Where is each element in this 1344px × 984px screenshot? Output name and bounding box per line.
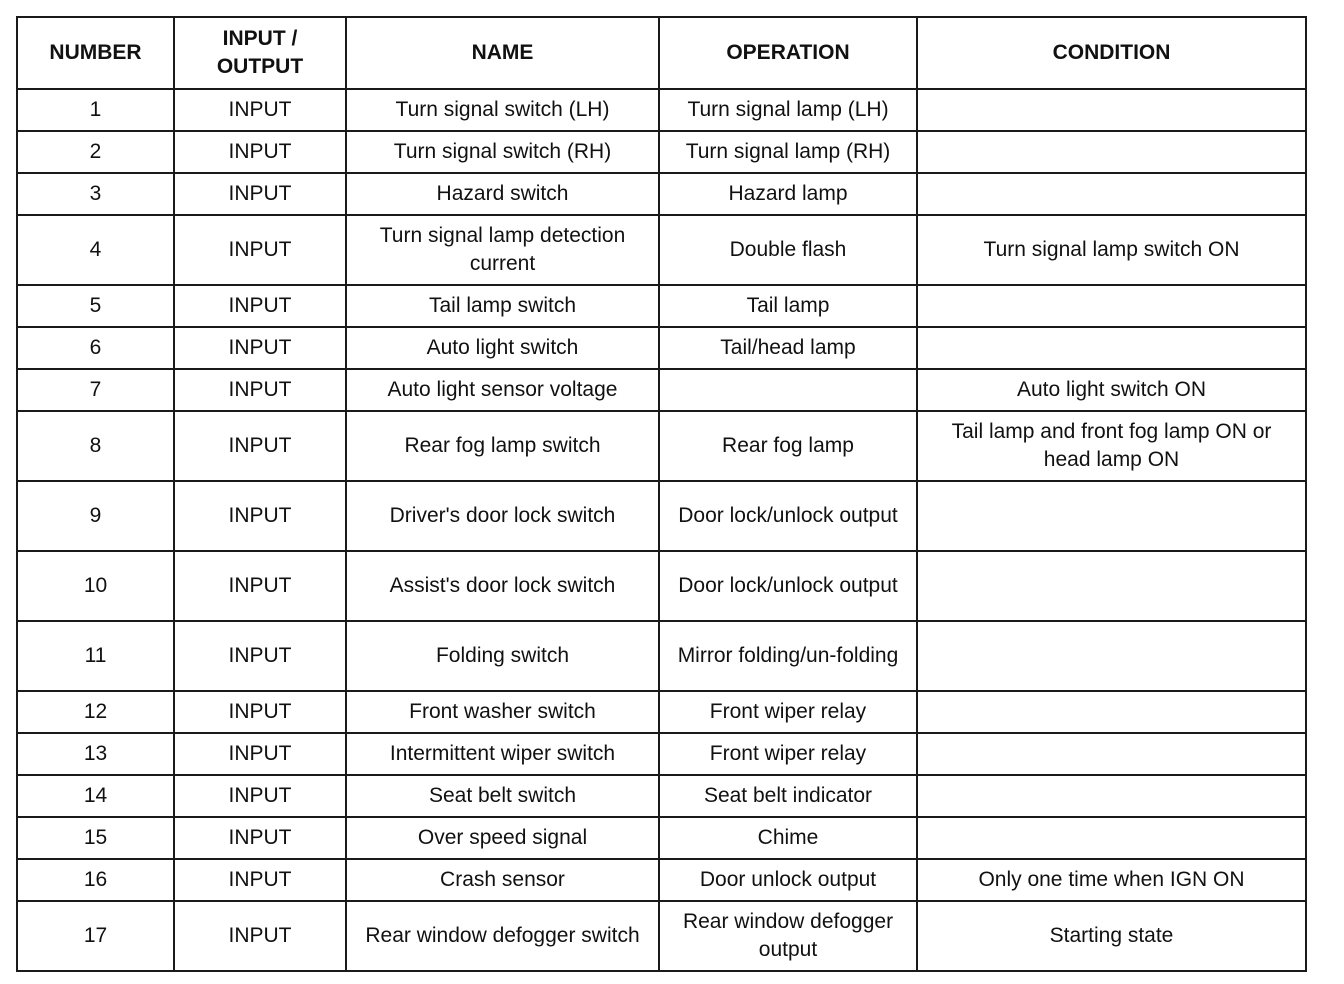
table-row xyxy=(17,89,1306,131)
cell-io: INPUT xyxy=(174,89,346,131)
cell-operation: Door lock/unlock output xyxy=(659,551,917,621)
cell-name: Turn signal lamp detection current xyxy=(346,215,659,285)
header-input-output xyxy=(174,17,346,89)
cell-number: 8 xyxy=(17,411,174,481)
table-row xyxy=(17,859,1306,901)
cell-number: 9 xyxy=(17,481,174,551)
cell-io: INPUT xyxy=(174,327,346,369)
cell-operation: Front wiper relay xyxy=(659,733,917,775)
cell-condition: Starting state xyxy=(917,901,1306,971)
cell-io: INPUT xyxy=(174,551,346,621)
cell-operation: Seat belt indicator xyxy=(659,775,917,817)
cell-io: INPUT xyxy=(174,481,346,551)
cell-io: INPUT xyxy=(174,775,346,817)
cell-condition xyxy=(917,733,1306,775)
cell-condition xyxy=(917,285,1306,327)
table-row xyxy=(17,621,1306,691)
header-name: NAME xyxy=(346,17,659,89)
cell-condition xyxy=(917,131,1306,173)
cell-name: Hazard switch xyxy=(346,173,659,215)
cell-number: 7 xyxy=(17,369,174,411)
cell-name: Driver's door lock switch xyxy=(346,481,659,551)
cell-operation: Double flash xyxy=(659,215,917,285)
cell-number: 5 xyxy=(17,285,174,327)
cell-io: INPUT xyxy=(174,285,346,327)
cell-condition xyxy=(917,817,1306,859)
cell-name: Front washer switch xyxy=(346,691,659,733)
cell-name: Assist's door lock switch xyxy=(346,551,659,621)
table-row xyxy=(17,369,1306,411)
cell-operation: Rear fog lamp xyxy=(659,411,917,481)
cell-operation: Door lock/unlock output xyxy=(659,481,917,551)
cell-io: INPUT xyxy=(174,131,346,173)
cell-name: Folding switch xyxy=(346,621,659,691)
cell-number: 2 xyxy=(17,131,174,173)
cell-condition xyxy=(917,775,1306,817)
cell-number: 11 xyxy=(17,621,174,691)
cell-io: INPUT xyxy=(174,817,346,859)
cell-number: 1 xyxy=(17,89,174,131)
cell-operation: Hazard lamp xyxy=(659,173,917,215)
table-row xyxy=(17,817,1306,859)
cell-io: INPUT xyxy=(174,691,346,733)
cell-condition: Auto light switch ON xyxy=(917,369,1306,411)
cell-number: 10 xyxy=(17,551,174,621)
cell-operation xyxy=(659,369,917,411)
cell-condition: Tail lamp and front fog lamp ON or head lamp ON xyxy=(917,411,1306,481)
cell-name: Tail lamp switch xyxy=(346,285,659,327)
cell-number: 13 xyxy=(17,733,174,775)
header-io-line1: INPUT / xyxy=(222,27,298,50)
cell-condition xyxy=(917,621,1306,691)
header-io-line2: OUTPUT xyxy=(216,55,304,78)
cell-io: INPUT xyxy=(174,411,346,481)
cell-io: INPUT xyxy=(174,369,346,411)
table-row xyxy=(17,215,1306,285)
cell-number: 17 xyxy=(17,901,174,971)
cell-operation: Chime xyxy=(659,817,917,859)
table-row xyxy=(17,131,1306,173)
cell-name: Intermittent wiper switch xyxy=(346,733,659,775)
cell-operation: Mirror folding/un-folding xyxy=(659,621,917,691)
cell-io: INPUT xyxy=(174,859,346,901)
cell-operation: Turn signal lamp (RH) xyxy=(659,131,917,173)
cell-operation: Tail lamp xyxy=(659,285,917,327)
cell-operation: Turn signal lamp (LH) xyxy=(659,89,917,131)
cell-condition xyxy=(917,327,1306,369)
cell-condition: Only one time when IGN ON xyxy=(917,859,1306,901)
cell-io: INPUT xyxy=(174,901,346,971)
cell-io: INPUT xyxy=(174,621,346,691)
cell-number: 4 xyxy=(17,215,174,285)
table-row xyxy=(17,691,1306,733)
cell-number: 3 xyxy=(17,173,174,215)
cell-name: Auto light switch xyxy=(346,327,659,369)
table-row xyxy=(17,775,1306,817)
header-number: NUMBER xyxy=(17,17,174,89)
cell-operation: Door unlock output xyxy=(659,859,917,901)
table-row xyxy=(17,551,1306,621)
cell-condition xyxy=(917,551,1306,621)
header-operation: OPERATION xyxy=(659,17,917,89)
cell-operation: Rear window defogger output xyxy=(659,901,917,971)
cell-name: Crash sensor xyxy=(346,859,659,901)
table-row xyxy=(17,285,1306,327)
cell-io: INPUT xyxy=(174,215,346,285)
cell-number: 16 xyxy=(17,859,174,901)
cell-io: INPUT xyxy=(174,733,346,775)
cell-operation: Front wiper relay xyxy=(659,691,917,733)
input-output-table xyxy=(16,16,1307,972)
cell-condition xyxy=(917,691,1306,733)
cell-condition xyxy=(917,481,1306,551)
table-row xyxy=(17,733,1306,775)
cell-name: Turn signal switch (LH) xyxy=(346,89,659,131)
header-condition: CONDITION xyxy=(917,17,1306,89)
cell-name: Rear fog lamp switch xyxy=(346,411,659,481)
cell-io: INPUT xyxy=(174,173,346,215)
table-row xyxy=(17,411,1306,481)
table-row xyxy=(17,901,1306,971)
table-row xyxy=(17,481,1306,551)
table-row xyxy=(17,327,1306,369)
cell-condition: Turn signal lamp switch ON xyxy=(917,215,1306,285)
cell-condition xyxy=(917,173,1306,215)
cell-number: 15 xyxy=(17,817,174,859)
cell-name: Auto light sensor voltage xyxy=(346,369,659,411)
cell-number: 6 xyxy=(17,327,174,369)
cell-name: Seat belt switch xyxy=(346,775,659,817)
table-row xyxy=(17,173,1306,215)
cell-number: 12 xyxy=(17,691,174,733)
cell-operation: Tail/head lamp xyxy=(659,327,917,369)
cell-condition xyxy=(917,89,1306,131)
cell-name: Turn signal switch (RH) xyxy=(346,131,659,173)
cell-number: 14 xyxy=(17,775,174,817)
cell-name: Over speed signal xyxy=(346,817,659,859)
cell-name: Rear window defogger switch xyxy=(346,901,659,971)
header-row xyxy=(17,17,1306,89)
